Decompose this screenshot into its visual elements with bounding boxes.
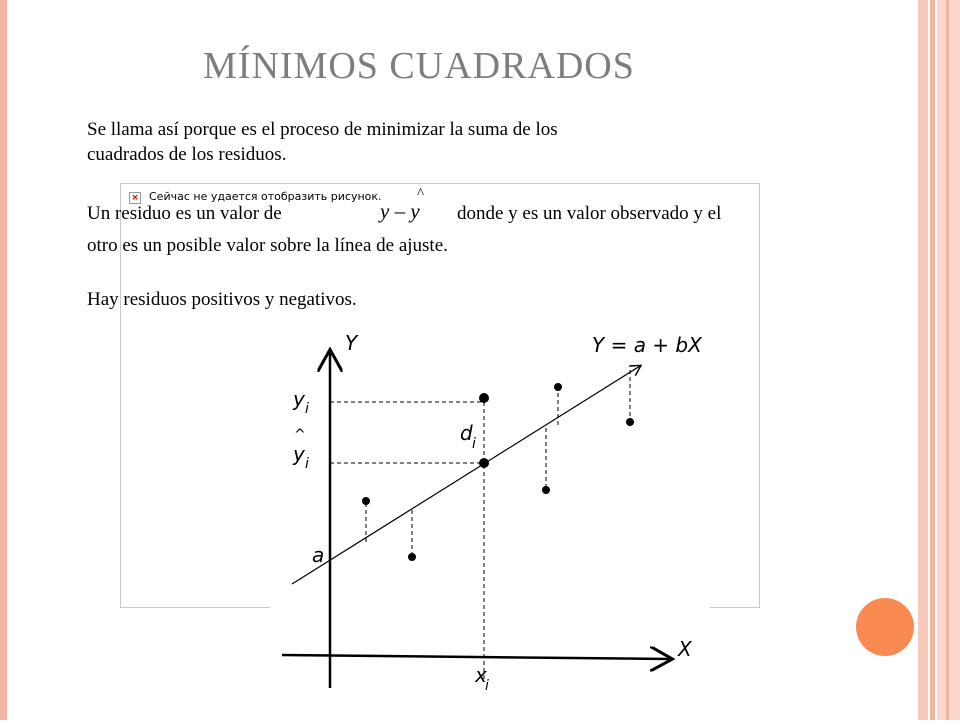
paragraph-1-line-2: cuadrados de los residuos. — [87, 144, 287, 165]
data-point — [626, 418, 634, 426]
xi-subscript: i — [485, 678, 489, 694]
residual-di-subscript: i — [472, 436, 476, 452]
data-point — [554, 383, 562, 391]
yhat-hat: ^ — [294, 427, 306, 443]
regression-line — [292, 366, 640, 584]
paragraph-2-line-1a: Un residuo es un valor de — [87, 203, 282, 224]
y-axis-label: Y — [345, 331, 358, 355]
yhat-label: y — [293, 442, 305, 466]
residual-di-label: d — [460, 421, 473, 445]
xi-label: x — [475, 663, 487, 687]
decorative-circle — [856, 598, 914, 656]
least-squares-diagram — [270, 318, 710, 720]
broken-image-icon: × — [129, 192, 141, 204]
yi-subscript: i — [305, 401, 309, 417]
x-axis — [282, 655, 670, 659]
data-point — [362, 497, 370, 505]
line-equation: Y = a + bX — [592, 333, 702, 357]
data-point-yi — [479, 393, 489, 403]
intercept-a-label: a — [312, 543, 325, 567]
right-frame-stripe-2 — [946, 0, 949, 720]
yhat-subscript: i — [305, 456, 309, 472]
paragraph-1-line-1: Se llama así porque es el proceso de minimizar la suma de los — [87, 119, 558, 140]
right-frame-bar — [918, 0, 928, 720]
paragraph-2-line-2: otro es un posible valor sobre la línea de ajuste. — [87, 235, 448, 256]
data-point — [542, 486, 550, 494]
data-point — [408, 553, 416, 561]
slide-title: MÍNIMOS CUADRADOS — [203, 45, 635, 87]
paragraph-2-line-1b: donde y es un valor observado y el — [457, 203, 722, 224]
yi-label: y — [293, 387, 305, 411]
right-frame-stripe — [930, 0, 935, 720]
left-frame-bar — [0, 0, 7, 720]
paragraph-3: Hay residuos positivos y negativos. — [87, 289, 357, 310]
residual-formula-hat: ^ — [417, 186, 425, 202]
fitted-point-yhat — [479, 458, 489, 468]
residual-formula: y – y — [380, 199, 420, 223]
x-axis-label: X — [678, 637, 692, 661]
image-placeholder-text: Сейчас не удается отобразить рисунок. — [149, 190, 382, 203]
